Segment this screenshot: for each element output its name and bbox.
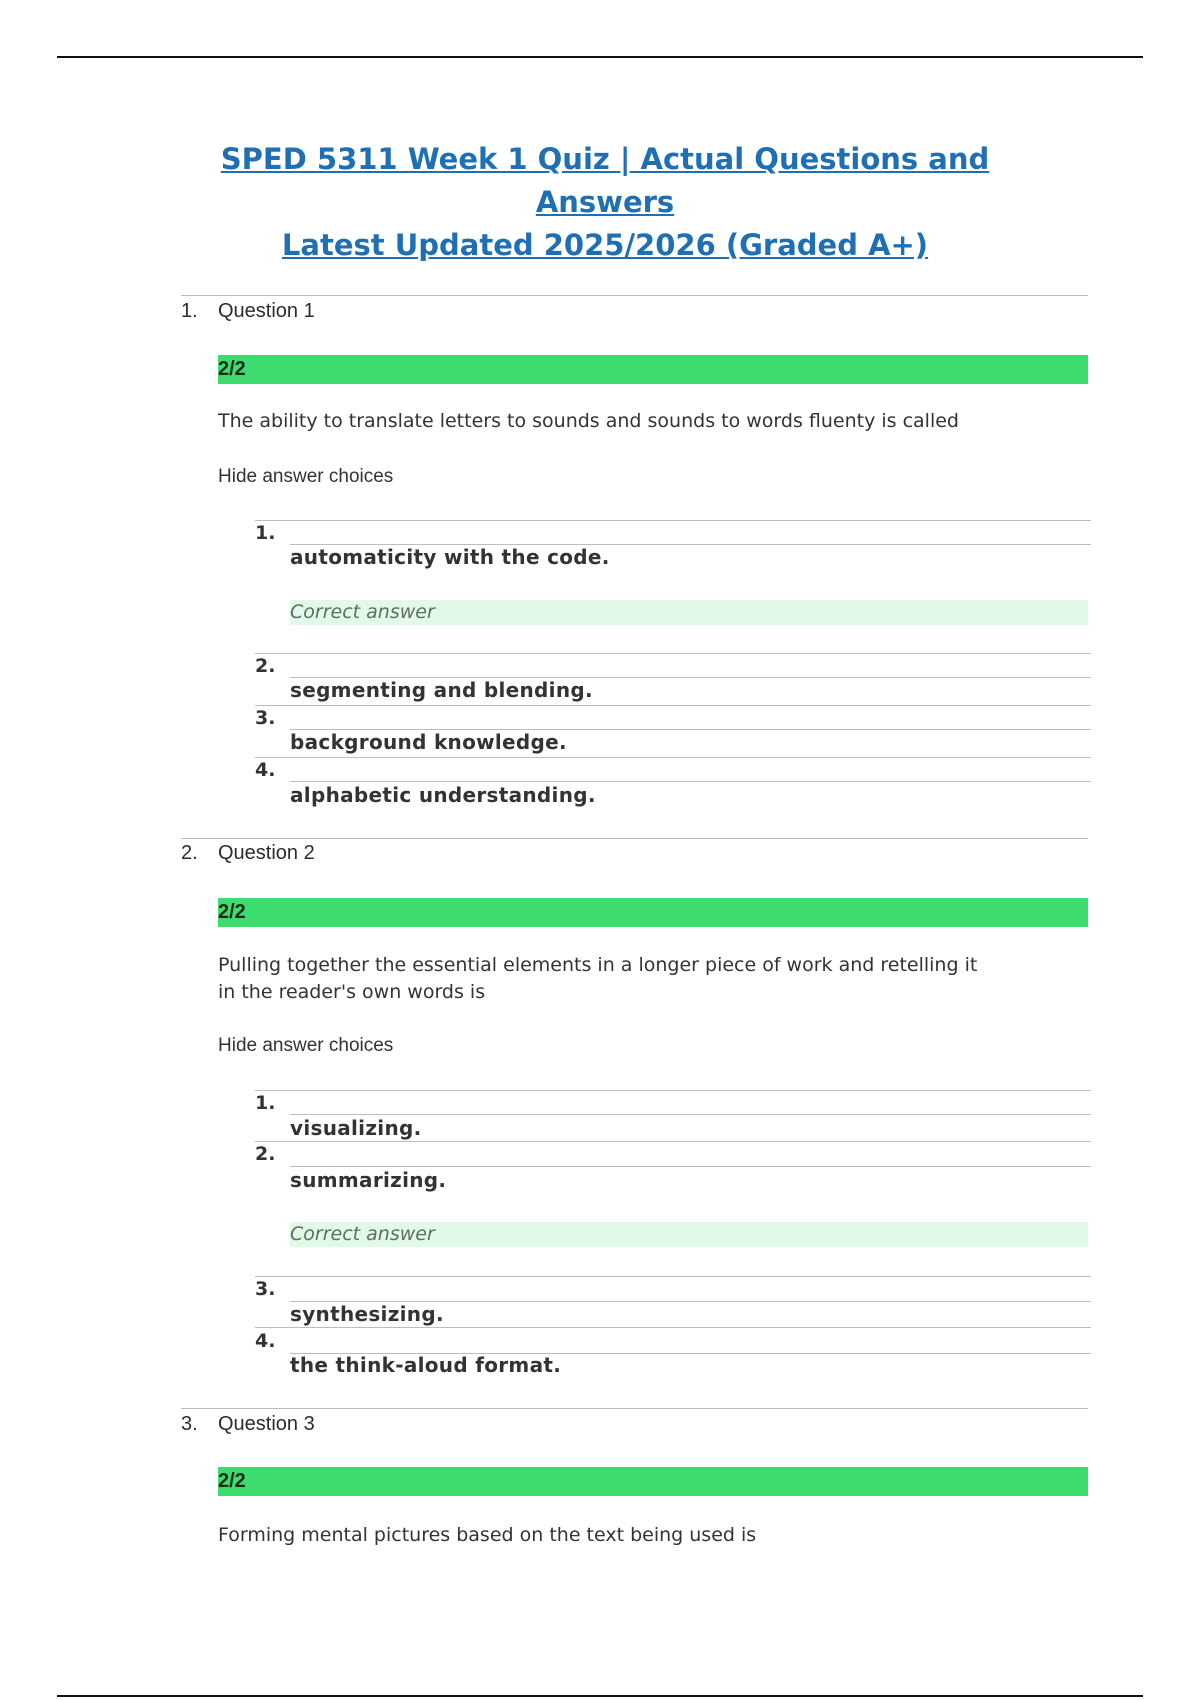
answer-choice[interactable]: visualizing. — [290, 1116, 422, 1140]
question-title: Question 1 — [218, 300, 315, 322]
question-number: 3. — [181, 1413, 198, 1435]
question-divider — [181, 295, 1088, 296]
question-number: 1. — [181, 300, 198, 322]
hide-answer-choices-toggle[interactable]: Hide answer choices — [218, 466, 394, 487]
score-bar — [218, 898, 1088, 927]
document-title[interactable] — [180, 138, 1030, 267]
answer-choice[interactable]: the think-aloud format. — [290, 1353, 562, 1377]
choice-divider — [255, 1090, 1091, 1091]
question-number: 2. — [181, 842, 198, 864]
question-divider — [181, 1408, 1088, 1409]
score-bar — [218, 355, 1088, 384]
correct-answer-badge: Correct answer — [290, 600, 1088, 625]
answer-choice[interactable]: synthesizing. — [290, 1302, 444, 1326]
choice-divider — [290, 1114, 1091, 1115]
choice-number: 4. — [255, 1330, 276, 1352]
correct-answer-badge: Correct answer — [290, 1222, 1088, 1247]
score-bar — [218, 1467, 1088, 1496]
answer-choice[interactable]: segmenting and blending. — [290, 678, 593, 702]
page-top-rule — [57, 56, 1143, 58]
question-divider — [181, 838, 1088, 839]
choice-divider — [255, 653, 1091, 654]
question-prompt-line: in the reader's own words is — [218, 981, 486, 1003]
title-line-2: Latest Updated 2025/2026 (Graded A+) — [281, 228, 929, 262]
question-heading — [181, 300, 315, 323]
question-title: Question 2 — [218, 842, 315, 864]
question-heading — [181, 1413, 315, 1436]
choice-divider — [255, 1276, 1091, 1277]
choice-divider — [290, 1166, 1091, 1167]
title-line-1: SPED 5311 Week 1 Quiz | Actual Questions and Answers — [220, 142, 990, 219]
page-bottom-rule — [57, 1695, 1143, 1697]
choice-divider — [255, 520, 1091, 521]
choice-divider — [255, 1327, 1091, 1328]
choice-divider — [255, 757, 1091, 758]
answer-choice[interactable]: alphabetic understanding. — [290, 783, 596, 807]
score-value: 2/2 — [218, 358, 246, 380]
choice-number: 2. — [255, 1143, 276, 1165]
choice-number: 4. — [255, 759, 276, 781]
question-prompt: Forming mental pictures based on the text being used is — [218, 1524, 757, 1546]
choice-divider — [290, 781, 1091, 782]
answer-choice[interactable]: background knowledge. — [290, 730, 567, 754]
question-heading — [181, 842, 315, 865]
choice-number: 3. — [255, 707, 276, 729]
choice-divider — [255, 1141, 1091, 1142]
question-title: Question 3 — [218, 1413, 315, 1435]
choice-number: 3. — [255, 1278, 276, 1300]
score-value: 2/2 — [218, 1470, 246, 1492]
choice-divider — [255, 705, 1091, 706]
question-prompt: The ability to translate letters to sounds and sounds to words fluenty is called — [218, 410, 959, 432]
choice-number: 1. — [255, 1092, 276, 1114]
choice-number: 1. — [255, 522, 276, 544]
answer-choice[interactable]: automaticity with the code. — [290, 545, 610, 569]
hide-answer-choices-toggle[interactable]: Hide answer choices — [218, 1035, 394, 1056]
answer-choice[interactable]: summarizing. — [290, 1168, 447, 1192]
choice-number: 2. — [255, 655, 276, 677]
question-prompt-line: Pulling together the essential elements in a longer piece of work and retelling it — [218, 954, 978, 976]
question-prompt — [218, 952, 1088, 1006]
score-value: 2/2 — [218, 901, 246, 923]
